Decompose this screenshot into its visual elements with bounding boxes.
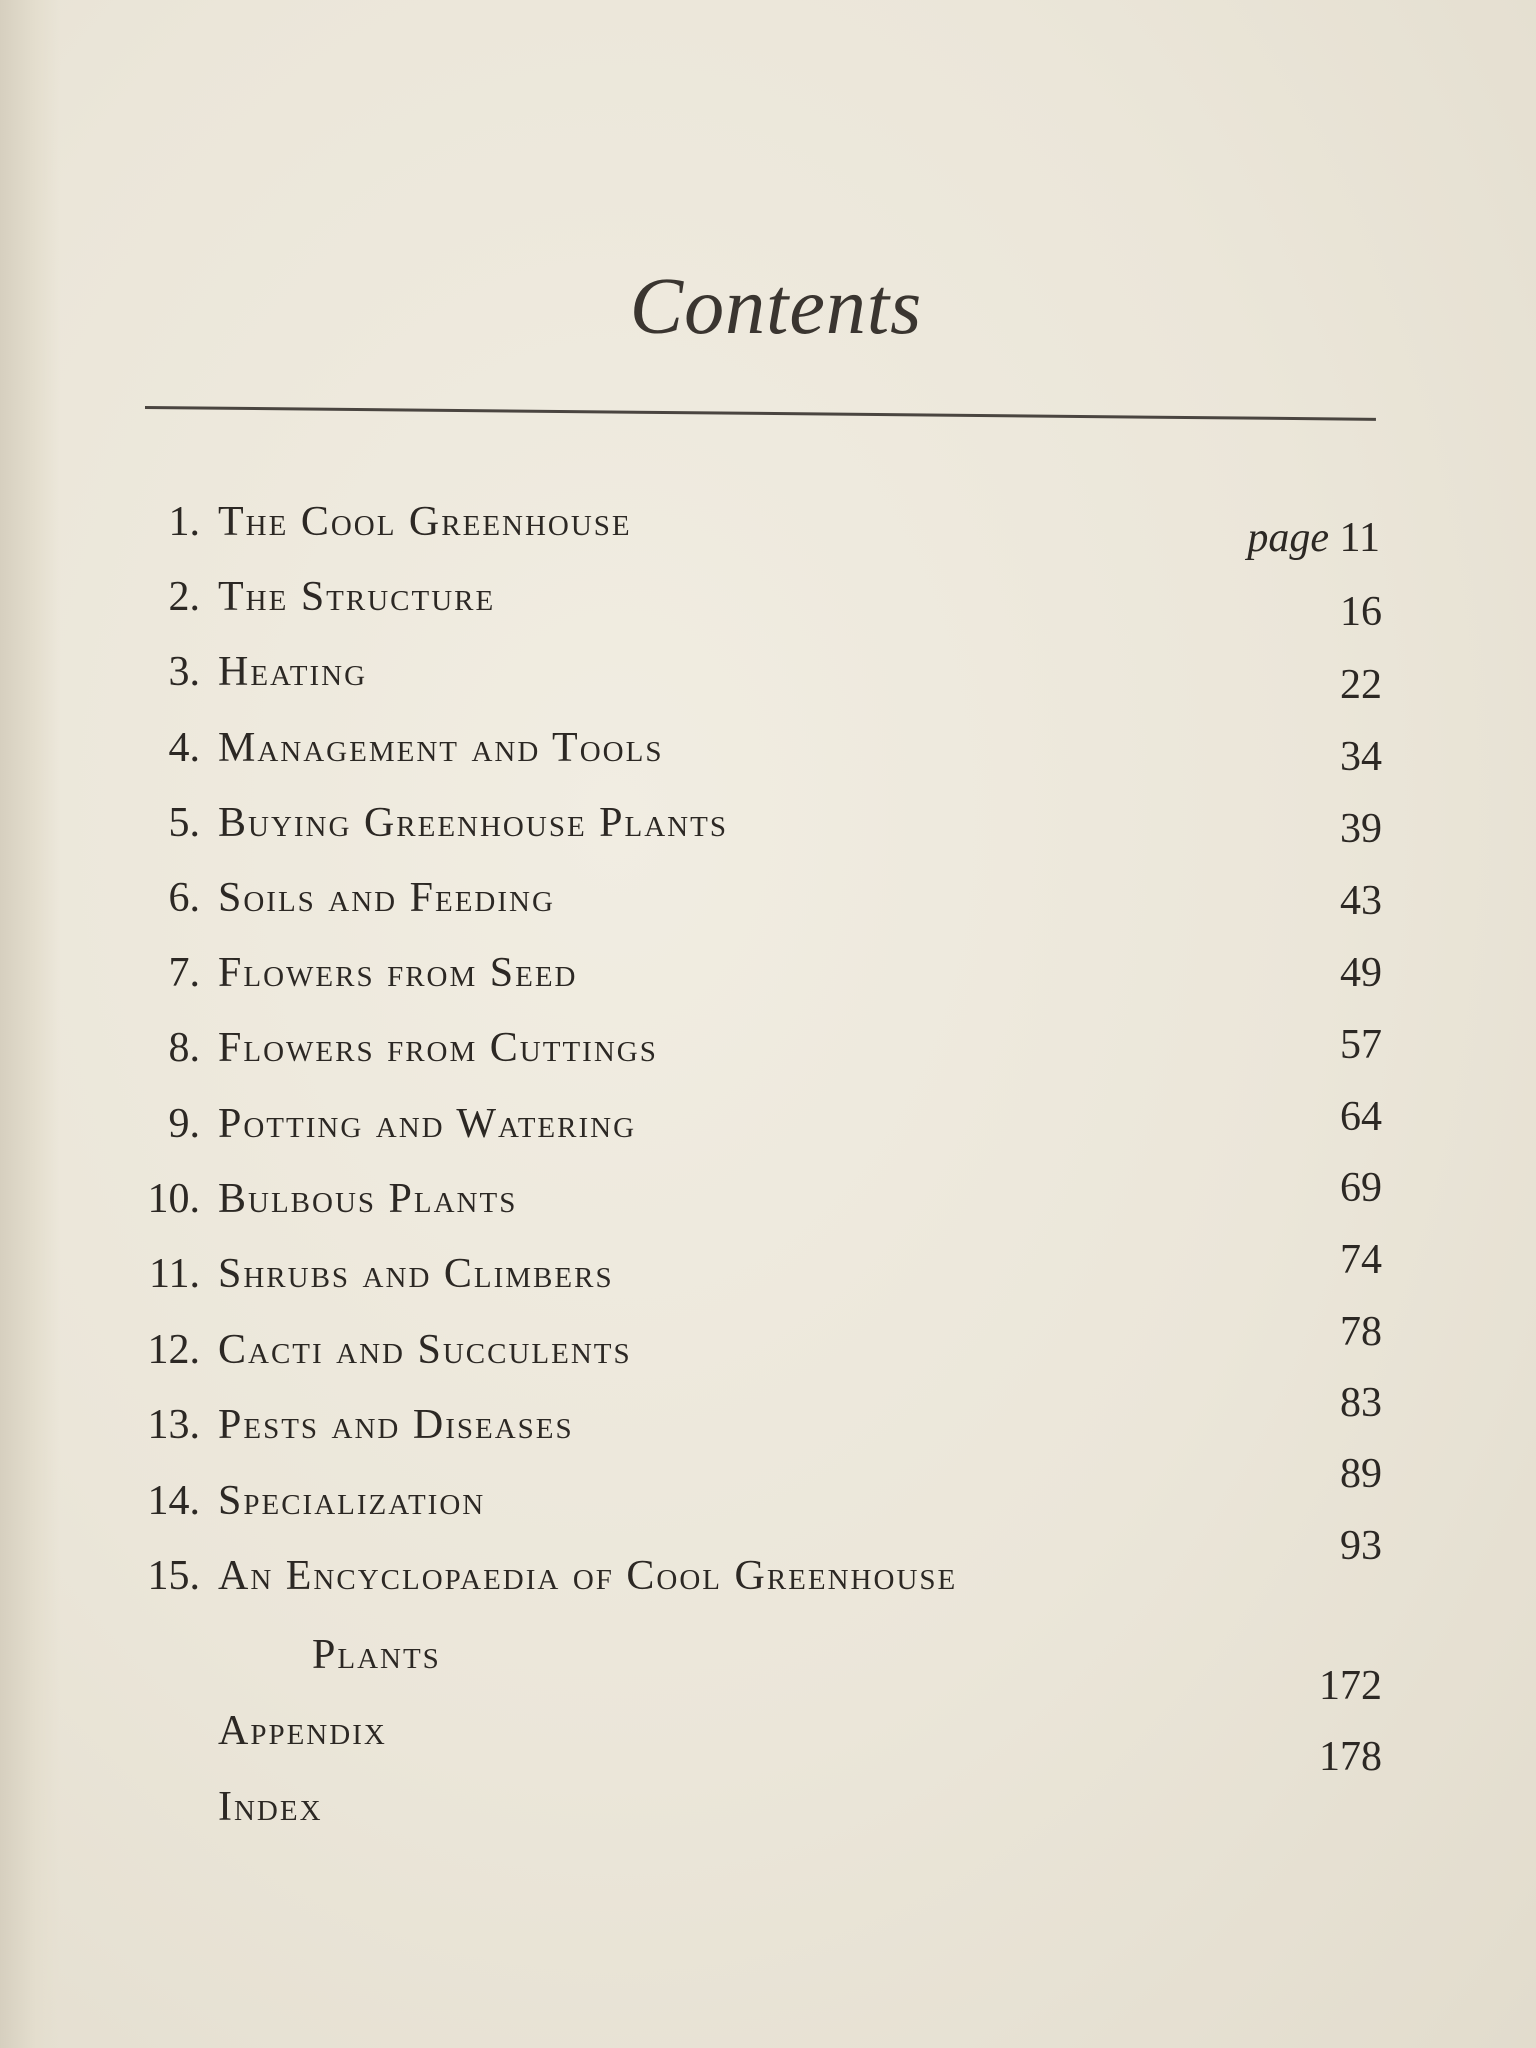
chapter-title-continuation: Plants <box>312 1632 441 1678</box>
chapter-number: 8. <box>168 1025 200 1071</box>
chapter-title: Potting and Watering <box>218 1101 637 1147</box>
chapter-number: 11. <box>149 1251 200 1297</box>
chapter-number: 2. <box>168 574 200 620</box>
chapter-number: 3. <box>168 649 200 695</box>
page-number: 83 <box>1340 1380 1382 1426</box>
chapter-number: 6. <box>168 875 200 921</box>
page-number: 69 <box>1340 1165 1382 1211</box>
chapter-title: Specialization <box>218 1478 486 1524</box>
page-number: 49 <box>1340 950 1382 996</box>
chapter-title: Flowers from Seed <box>218 950 578 996</box>
chapter-title: Shrubs and Climbers <box>218 1251 614 1297</box>
chapter-title: Soils and Feeding <box>218 875 555 921</box>
chapter-number: 4. <box>168 725 200 771</box>
chapter-number: 7. <box>168 950 200 996</box>
page-number: 57 <box>1340 1022 1382 1068</box>
page-number-value: 11 <box>1339 515 1380 561</box>
page-number: 64 <box>1340 1094 1382 1140</box>
page-number: 22 <box>1340 662 1382 708</box>
page-number: 78 <box>1340 1309 1382 1355</box>
page-number: 93 <box>1340 1523 1382 1569</box>
page-number: 34 <box>1340 734 1382 780</box>
page-number: 178 <box>1319 1734 1382 1780</box>
chapter-title: Buying Greenhouse Plants <box>218 800 728 846</box>
chapter-number: 1. <box>168 499 200 545</box>
chapter-number: 9. <box>168 1101 200 1147</box>
page-number: 89 <box>1340 1451 1382 1497</box>
chapter-title: An Encyclopaedia of Cool Greenhouse <box>218 1553 958 1599</box>
chapter-title: Pests and Diseases <box>218 1402 574 1448</box>
chapter-title: The Cool Greenhouse <box>218 499 632 545</box>
page-prefix: page <box>1247 515 1330 561</box>
page-number <box>1220 508 1380 568</box>
page-number: 39 <box>1340 806 1382 852</box>
chapter-number: 5. <box>168 800 200 846</box>
chapter-title: Management and Tools <box>218 725 664 771</box>
chapter-title: Bulbous Plants <box>218 1176 518 1222</box>
chapter-title: The Structure <box>218 574 496 620</box>
chapter-number: 13. <box>147 1402 200 1448</box>
chapter-title: Cacti and Succulents <box>218 1327 632 1373</box>
page-number: 43 <box>1340 878 1382 924</box>
page-number: 74 <box>1340 1237 1382 1283</box>
page-number: 172 <box>1319 1663 1382 1709</box>
chapter-number: 14. <box>147 1478 200 1524</box>
section-title: Index <box>218 1784 323 1830</box>
chapter-number: 12. <box>147 1327 200 1373</box>
chapter-number: 10. <box>147 1176 200 1222</box>
chapter-title: Heating <box>218 649 368 695</box>
chapter-title: Flowers from Cuttings <box>218 1025 658 1071</box>
page-number: 16 <box>1340 589 1382 635</box>
page-title: Contents <box>629 263 923 351</box>
chapter-number: 15. <box>147 1553 200 1599</box>
section-title: Appendix <box>218 1708 387 1754</box>
